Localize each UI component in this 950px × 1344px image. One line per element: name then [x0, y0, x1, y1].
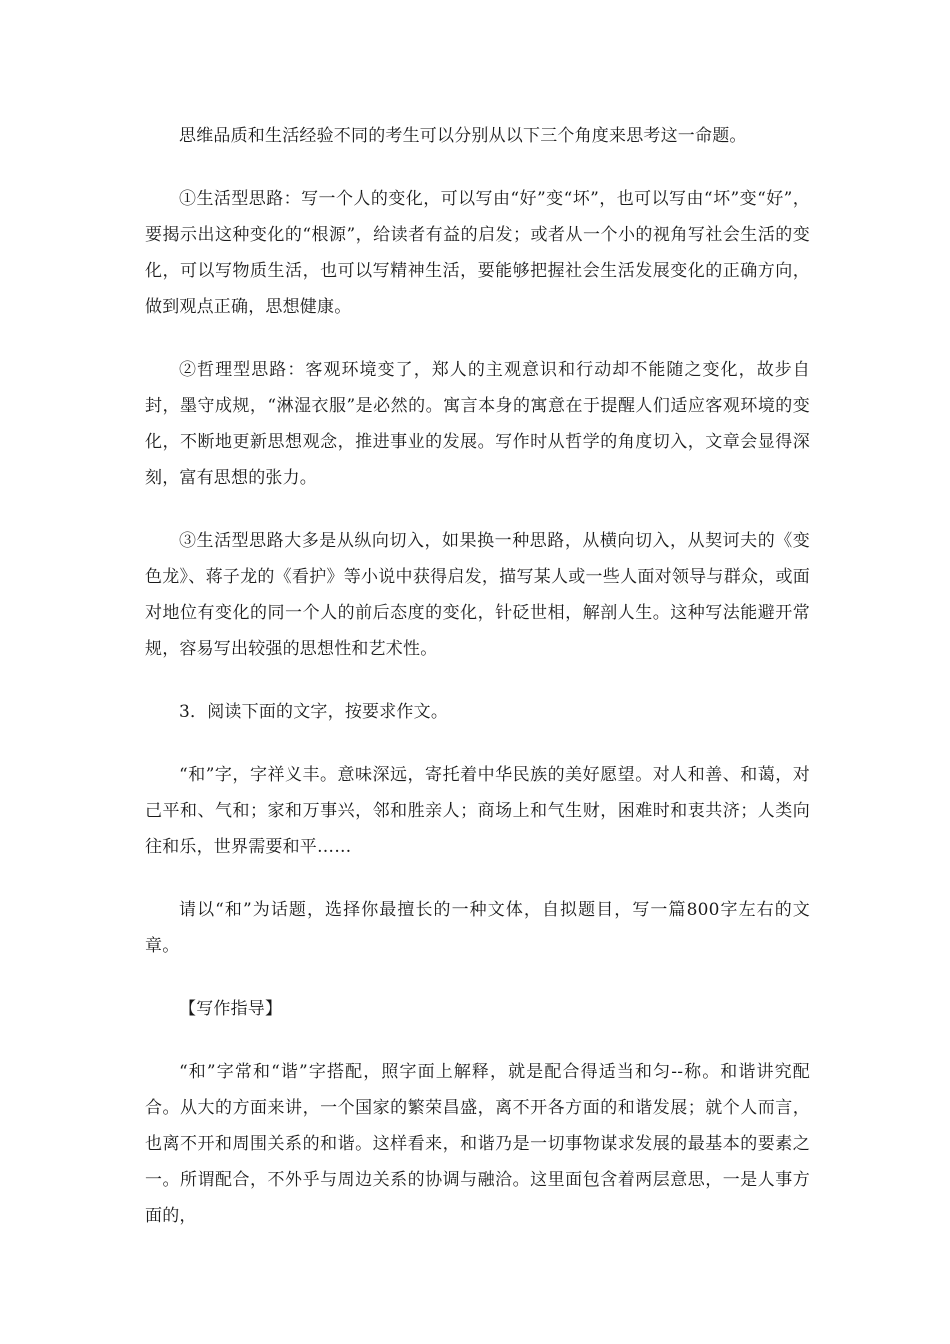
document-body	[145, 118, 810, 1234]
question-heading: 3．阅读下面的文字，按要求作文。	[179, 702, 449, 722]
paragraph-approach-3: ③生活型思路大多是从纵向切入，如果换一种思路，从横向切入，从契诃夫的《变色龙》、蒋子龙的《看护》等小说中获得启发，描写某人或一些人面对领导与群众，或面对地位有变化的同一个人的前后态度的变化，针砭世相，解剖人生。这种写法能避开常规，容易写出较强的思想性和艺术性。	[145, 531, 810, 659]
section-heading-writing-guide: 【写作指导】	[179, 999, 283, 1019]
paragraph-guide: “和”字常和“谐”字搭配，照字面上解释，就是配合得适当和匀--称。和谐讲究配合。从大的方面来讲，一个国家的繁荣昌盛，离不开各方面的和谐发展；就个人而言，也离不开和周围关系的和谐。这样看来，和谐乃是一切事物谋求发展的最基本的要素之一。所谓配合，不外乎与周边关系的协调与融洽。这里面包含着两层意思，一是人事方面的，	[145, 1062, 810, 1226]
paragraph-approach-2: ②哲理型思路：客观环境变了，郑人的主观意识和行动却不能随之变化，故步自封，墨守成规，“淋湿衣服”是必然的。寓言本身的寓意在于提醒人们适应客观环境的变化，不断地更新思想观念，推进事业的发展。写作时从哲学的角度切入，文章会显得深刻，富有思想的张力。	[145, 360, 810, 488]
paragraph-material: “和”字，字祥义丰。意味深远，寄托着中华民族的美好愿望。对人和善、和蔼，对己平和、气和；家和万事兴，邻和胜亲人；商场上和气生财，困难时和衷共济；人类向往和乐，世界需要和平……	[145, 765, 810, 857]
paragraph-intro: 思维品质和生活经验不同的考生可以分别从以下三个角度来思考这一命题。	[179, 126, 747, 146]
paragraph-requirement: 请以“和”为话题，选择你最擅长的一种文体，自拟题目，写一篇800字左右的文章。	[145, 900, 810, 956]
paragraph-approach-1: ①生活型思路：写一个人的变化，可以写由“好”变“坏”，也可以写由“坏”变“好”，要揭示出这种变化的“根源”，给读者有益的启发；或者从一个小的视角写社会生活的变化，可以写物质生活，也可以写精神生活，要能够把握社会生活发展变化的正确方向，做到观点正确，思想健康。	[145, 189, 810, 317]
